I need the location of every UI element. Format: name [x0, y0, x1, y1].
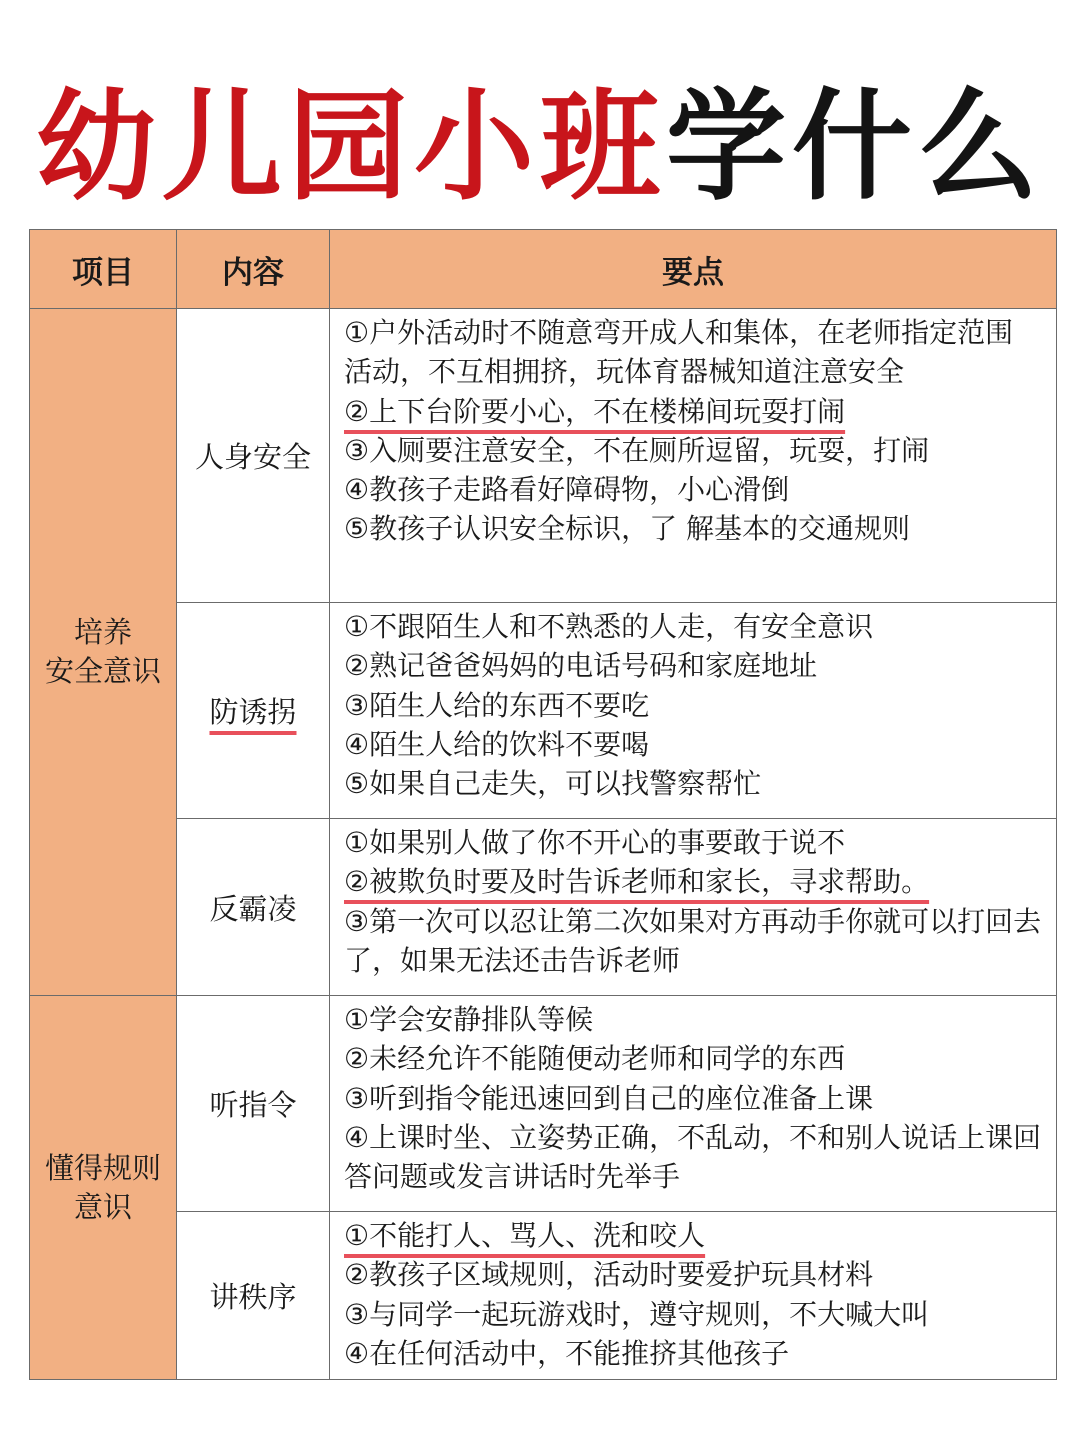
underlined-text: ②上下台阶要小心，不在楼梯间玩耍打闹 — [344, 394, 846, 428]
category-line: 意识 — [73, 1189, 132, 1224]
points-cell — [330, 309, 1057, 603]
category-cell — [30, 309, 177, 996]
point-line: ⑤如果自己走失，可以找警察帮忙 — [344, 767, 762, 801]
item-name: 听指令 — [209, 1088, 297, 1122]
point-line: ④上课时坐、立姿势正确，不乱动，不和别人说话上课回答问题或发言讲话时先举手 — [344, 1120, 1042, 1194]
point-line: ③入厕要注意安全，不在厕所逗留，玩耍，打闹 — [344, 433, 930, 467]
point-line: ②未经允许不能随便动老师和同学的东西 — [344, 1042, 846, 1076]
category-cell — [30, 996, 177, 1380]
category-line: 培养 — [73, 615, 132, 649]
point-line: ③听到指令能迅速回到自己的座位准备上课 — [344, 1081, 874, 1115]
point-line: ④在任何活动中，不能推挤其他孩子 — [344, 1336, 790, 1370]
point-line: ④陌生人给的饮料不要喝 — [344, 727, 650, 761]
table-row — [30, 996, 1057, 1212]
point-line: ③陌生人给的东西不要吃 — [344, 688, 650, 722]
point-line: ①户外活动时不随意弯开成人和集体，在老师指定范围 — [344, 316, 1014, 349]
category-line: 懂得规则 — [44, 1150, 161, 1185]
underlined-text: ①不能打人、骂人、洗和咬人 — [344, 1219, 706, 1252]
points-cell — [330, 819, 1057, 996]
point-line: ②熟记爸爸妈妈的电话号码和家庭地址 — [344, 649, 818, 683]
item-name-cell — [177, 996, 330, 1212]
points-cell — [330, 1212, 1057, 1380]
point-line: ①学会安静排队等候 — [344, 1003, 594, 1036]
title-red-part: 幼儿园小班 — [36, 78, 666, 217]
header-content: 内容 — [177, 230, 330, 309]
table-row — [30, 819, 1057, 996]
point-line: ③与同学一起玩游戏时，遵守规则，不大喊大叫 — [344, 1297, 930, 1331]
item-name: 人身安全 — [194, 440, 311, 474]
point-line: ④教孩子走路看好障碍物，小心滑倒 — [344, 473, 790, 507]
item-name-cell — [177, 1212, 330, 1380]
table-row — [30, 1212, 1057, 1380]
category-line: 安全意识 — [44, 654, 161, 688]
item-name-cell — [177, 819, 330, 996]
table-row — [30, 309, 1057, 603]
item-name-cell — [177, 603, 330, 819]
point-line: ①不跟陌生人和不熟悉的人走，有安全意识 — [344, 610, 874, 643]
point-line: ③第一次可以忍让第二次如果对方再动手你就可以打回去了，如果无法还击告诉老师 — [344, 904, 1042, 977]
item-name: 反霸凌 — [209, 891, 297, 926]
point-line — [344, 1216, 1044, 1255]
header-category: 项目 — [30, 230, 177, 309]
item-name: 防诱拐 — [209, 695, 297, 729]
header-row — [30, 230, 1057, 309]
table-row — [30, 603, 1057, 819]
point-line: ⑤教孩子认识安全标识，了 解基本的交通规则 — [344, 512, 911, 546]
point-line: ①如果别人做了你不开心的事要敢于说不 — [344, 826, 846, 859]
point-line — [344, 862, 1044, 901]
point-line: 活动，不互相拥挤，玩体育器械知道注意安全 — [344, 355, 905, 389]
page-title — [0, 78, 1080, 218]
underlined-text: ②被欺负时要及时告诉老师和家长，寻求帮助。 — [344, 865, 930, 899]
item-name-cell — [177, 309, 330, 603]
point-line: ②教孩子区域规则，活动时要爱护玩具材料 — [344, 1258, 874, 1292]
header-points: 要点 — [330, 230, 1057, 309]
point-line — [344, 392, 1044, 431]
title-black-part: 学什么 — [666, 78, 1044, 217]
item-name: 讲秩序 — [209, 1280, 297, 1315]
curriculum-table — [29, 229, 1057, 1380]
points-cell — [330, 603, 1057, 819]
points-cell — [330, 996, 1057, 1212]
